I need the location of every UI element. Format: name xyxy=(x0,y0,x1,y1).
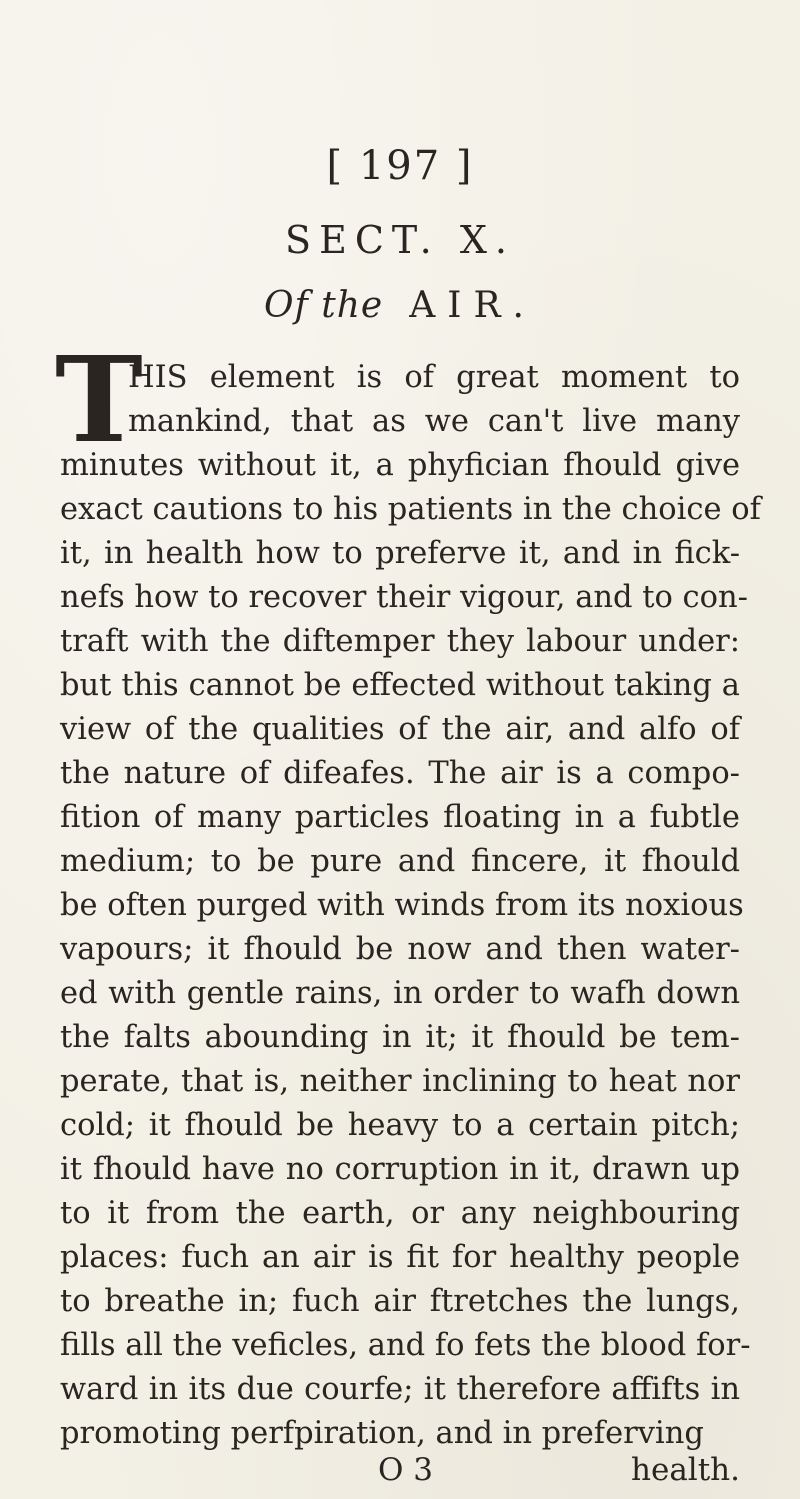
text-line: minutes without it, a phyfician fhould give xyxy=(60,448,740,483)
text-line: it, in health how to preferve it, and in fick- xyxy=(60,536,740,571)
text-line: fills all the veficles, and fo fets the blood for- xyxy=(60,1328,751,1363)
text-line: ward in its due courfe; it therefore affifts in xyxy=(60,1372,740,1407)
text-line: the falts abounding in it; it fhould be tem- xyxy=(60,1020,740,1055)
text-line: view of the qualities of the air, and alfo of xyxy=(60,712,740,747)
text-line: vapours; it fhould be now and then water- xyxy=(60,932,740,967)
text-line: but this cannot be effected without taking a xyxy=(60,668,740,703)
text-line: promoting perfpiration, and in preferving xyxy=(60,1416,704,1451)
text-line: exact cautions to his patients in the choice of xyxy=(60,492,761,527)
text-line: medium; to be pure and fincere, it fhould xyxy=(60,844,740,879)
text-line: to breathe in; fuch air ftretches the lungs, xyxy=(60,1284,740,1319)
drop-cap: T xyxy=(55,330,143,469)
page-footer xyxy=(0,1452,800,1492)
text-line: fition of many particles floating in a fubtle xyxy=(60,800,740,835)
chapter-title-caps: AIR. xyxy=(409,285,537,326)
text-line: nefs how to recover their vigour, and to con- xyxy=(60,580,748,615)
page-number: [ 197 ] xyxy=(326,143,474,189)
text-line: ed with gentle rains, in order to wafh down xyxy=(60,976,740,1011)
text-line: perate, that is, neither inclining to heat nor xyxy=(60,1064,740,1099)
text-line: traft with the diftemper they labour under: xyxy=(60,624,740,659)
text-line: be often purged with winds from its noxious xyxy=(60,888,744,923)
text-line: HIS element is of great moment to xyxy=(128,360,740,395)
text-line: places: fuch an air is fit for healthy people xyxy=(60,1240,740,1275)
text-line: the nature of difeafes. The air is a compo- xyxy=(60,756,740,791)
text-line: it fhould have no corruption in it, drawn up xyxy=(60,1152,740,1187)
section-heading: SECT. X. xyxy=(285,218,515,262)
text-line: to it from the earth, or any neighbouring xyxy=(60,1196,740,1231)
chapter-title-of: Of the xyxy=(263,285,384,326)
chapter-title xyxy=(0,285,800,326)
text-line: mankind, that as we can't live many xyxy=(128,404,740,439)
catchword: health. xyxy=(631,1452,740,1488)
text-line: cold; it fhould be heavy to a certain pitch; xyxy=(60,1108,740,1143)
signature-mark: O 3 xyxy=(378,1452,433,1488)
